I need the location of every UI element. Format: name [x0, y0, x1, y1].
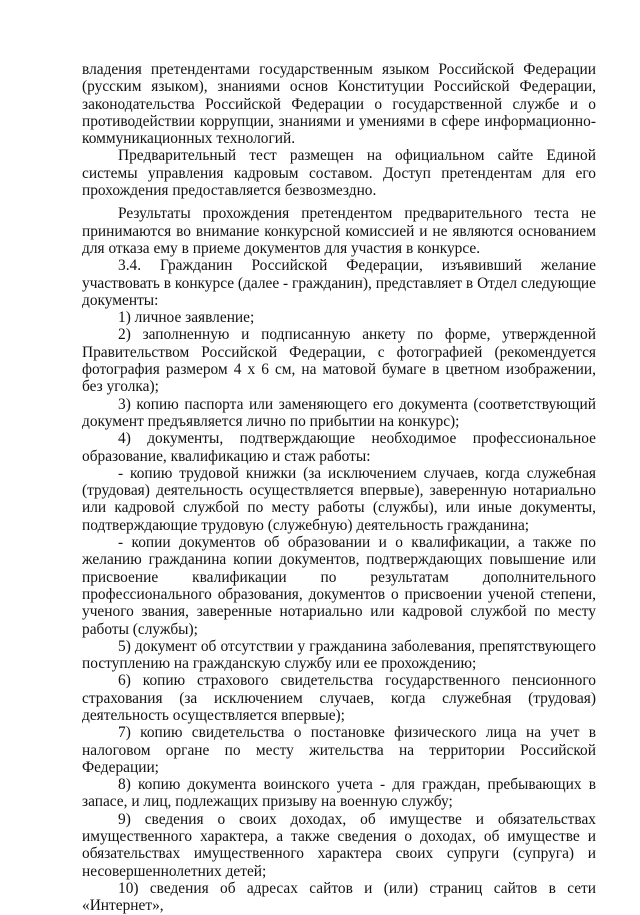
list-item-3: 3) копию паспорта или заменяющего его документа (соответствующий документ предъявляется лично по прибытии на конкурс); [82, 395, 596, 430]
list-item-2: 2) заполненную и подписанную анкету по форме, утвержденной Правительством Российской Федерации, с фотографией (рекомендуется фотография размером 4 х 6 см, на матовой бумаге в цветном изображении, без уголка); [82, 326, 596, 396]
paragraph-test-results: Результаты прохождения претендентом предварительного теста не принимаются во внимание конкурсной комиссией и не являются основанием для отказа ему в приеме документов для участия в конкурсе. [82, 205, 596, 257]
list-subitem-education: - копии документов об образовании и о квалификации, а также по желанию гражданина копии документов, подтверждающих повышение или присвоение квалификации по результатам дополнительного профессионального образования, документов о присвоении ученой степени, ученого звания, заверенные нотариально или кадровой службой по месту работы (службы); [82, 534, 596, 638]
list-subitem-work-book: - копию трудовой книжки (за исключением случаев, когда служебная (трудовая) деятельность осуществляется впервые), заверенную нотариально или кадровой службой по месту работы (службы), или иные документы, подтверждающие трудовую (служебную) деятельность гражданина; [82, 464, 596, 534]
list-item-9: 9) сведения о своих доходах, об имуществе и обязательствах имущественного характера, а также сведения о доходах, об имуществе и обязательствах имущественного характера своих супруги (супруга) и несовершеннолетних детей; [82, 810, 596, 880]
list-item-7: 7) копию свидетельства о постановке физического лица на учет в налоговом органе по месту жительства на территории Российской Федерации; [82, 724, 596, 776]
list-item-10: 10) сведения об адресах сайтов и (или) страниц сайтов в сети «Интернет», [82, 879, 596, 915]
paragraph-continuation: владения претендентами государственным языком Российской Федерации (русским языком), знаниями основ Конституции Российской Федерации, законодательства Российской Федерации о государственной службе и о противодействии коррупции, знаниями и умениями в сфере информационно-коммуникационных технологий. [82, 61, 596, 148]
list-item-4: 4) документы, подтверждающие необходимое профессиональное образование, квалификацию и стаж работы: [82, 430, 596, 465]
paragraph-section-3-4: 3.4. Гражданин Российской Федерации, изъявивший желание участвовать в конкурсе (далее - гражданин), представляет в Отдел следующие документы: [82, 257, 596, 309]
list-item-8: 8) копию документа воинского учета - для граждан, пребывающих в запасе, и лиц, подлежащих призыву на военную службу; [82, 776, 596, 811]
list-item-1: 1) личное заявление; [118, 309, 255, 327]
paragraph-preliminary-test: Предварительный тест размещен на официальном сайте Единой системы управления кадровым составом. Доступ претендентам для его прохождения предоставляется безвозмездно. [82, 147, 596, 200]
list-item-6: 6) копию страхового свидетельства государственного пенсионного страхования (за исключением случаев, когда служебная (трудовая) деятельность осуществляется впервые); [82, 672, 596, 724]
list-item-5: 5) документ об отсутствии у гражданина заболевания, препятствующего поступлению на гражданскую службу или ее прохождению; [82, 637, 596, 673]
